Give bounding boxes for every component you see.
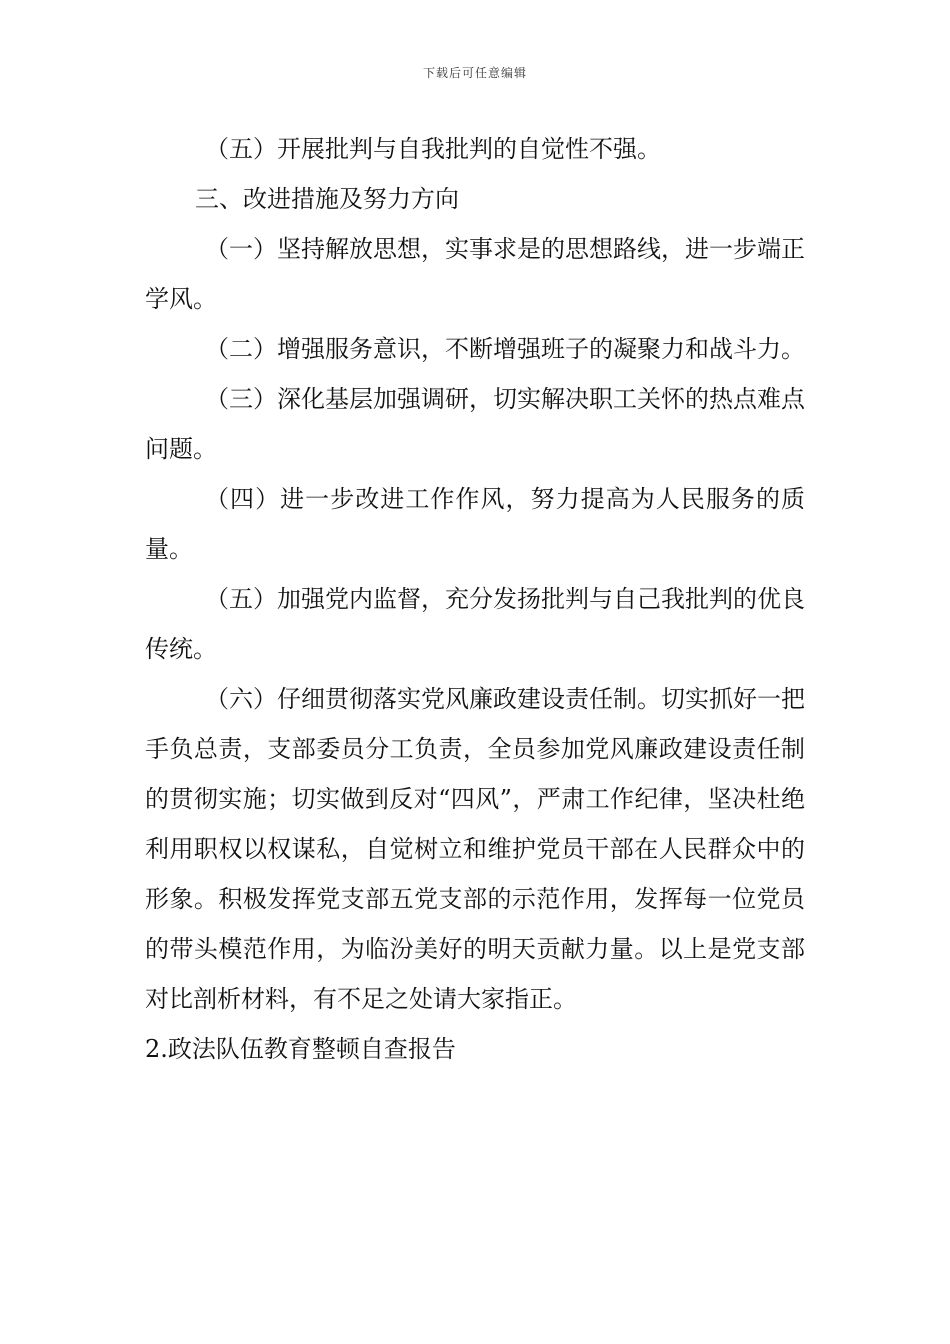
paragraph-measure-3: （三）深化基层加强调研，切实解决职工关怀的热点难点问题。: [145, 385, 805, 463]
paragraph-measure-2: （二）增强服务意识，不断增强班子的凝聚力和战斗力。: [205, 335, 805, 363]
section-heading-improvements: 三、改进措施及努力方向: [195, 185, 459, 213]
paragraph-measure-5: （五）加强党内监督，充分发扬批判与自己我批判的优良传统。: [145, 585, 805, 663]
document-body: [145, 124, 805, 1074]
page-header: 下载后可任意编辑: [422, 66, 527, 80]
paragraph-measure-1: （一）坚持解放思想，实事求是的思想路线，进一步端正学风。: [145, 235, 805, 313]
paragraph-measure-4: （四）进一步改进工作作风，努力提高为人民服务的质量。: [145, 485, 805, 563]
paragraph-measure-6: （六）仔细贯彻落实党风廉政建设责任制。切实抓好一把手负总责，支部委员分工负责，全员参加党风廉政建设责任制的贯彻实施；切实做到反对“四风”，严肃工作纪律，坚决杜绝利用职权以权谋私，自觉树立和维护党员干部在人民群众中的形象。积极发挥党支部五党支部的示范作用，发挥每一位党员的带头模范作用，为临汾美好的明天贡献力量。以上是党支部对比剖析材料，有不足之处请大家指正。: [145, 685, 805, 1013]
section-title-report-2: 2.政法队伍教育整顿自查报告: [145, 1035, 456, 1063]
paragraph-issue-5: （五）开展批判与自我批判的自觉性不强。: [205, 135, 661, 163]
